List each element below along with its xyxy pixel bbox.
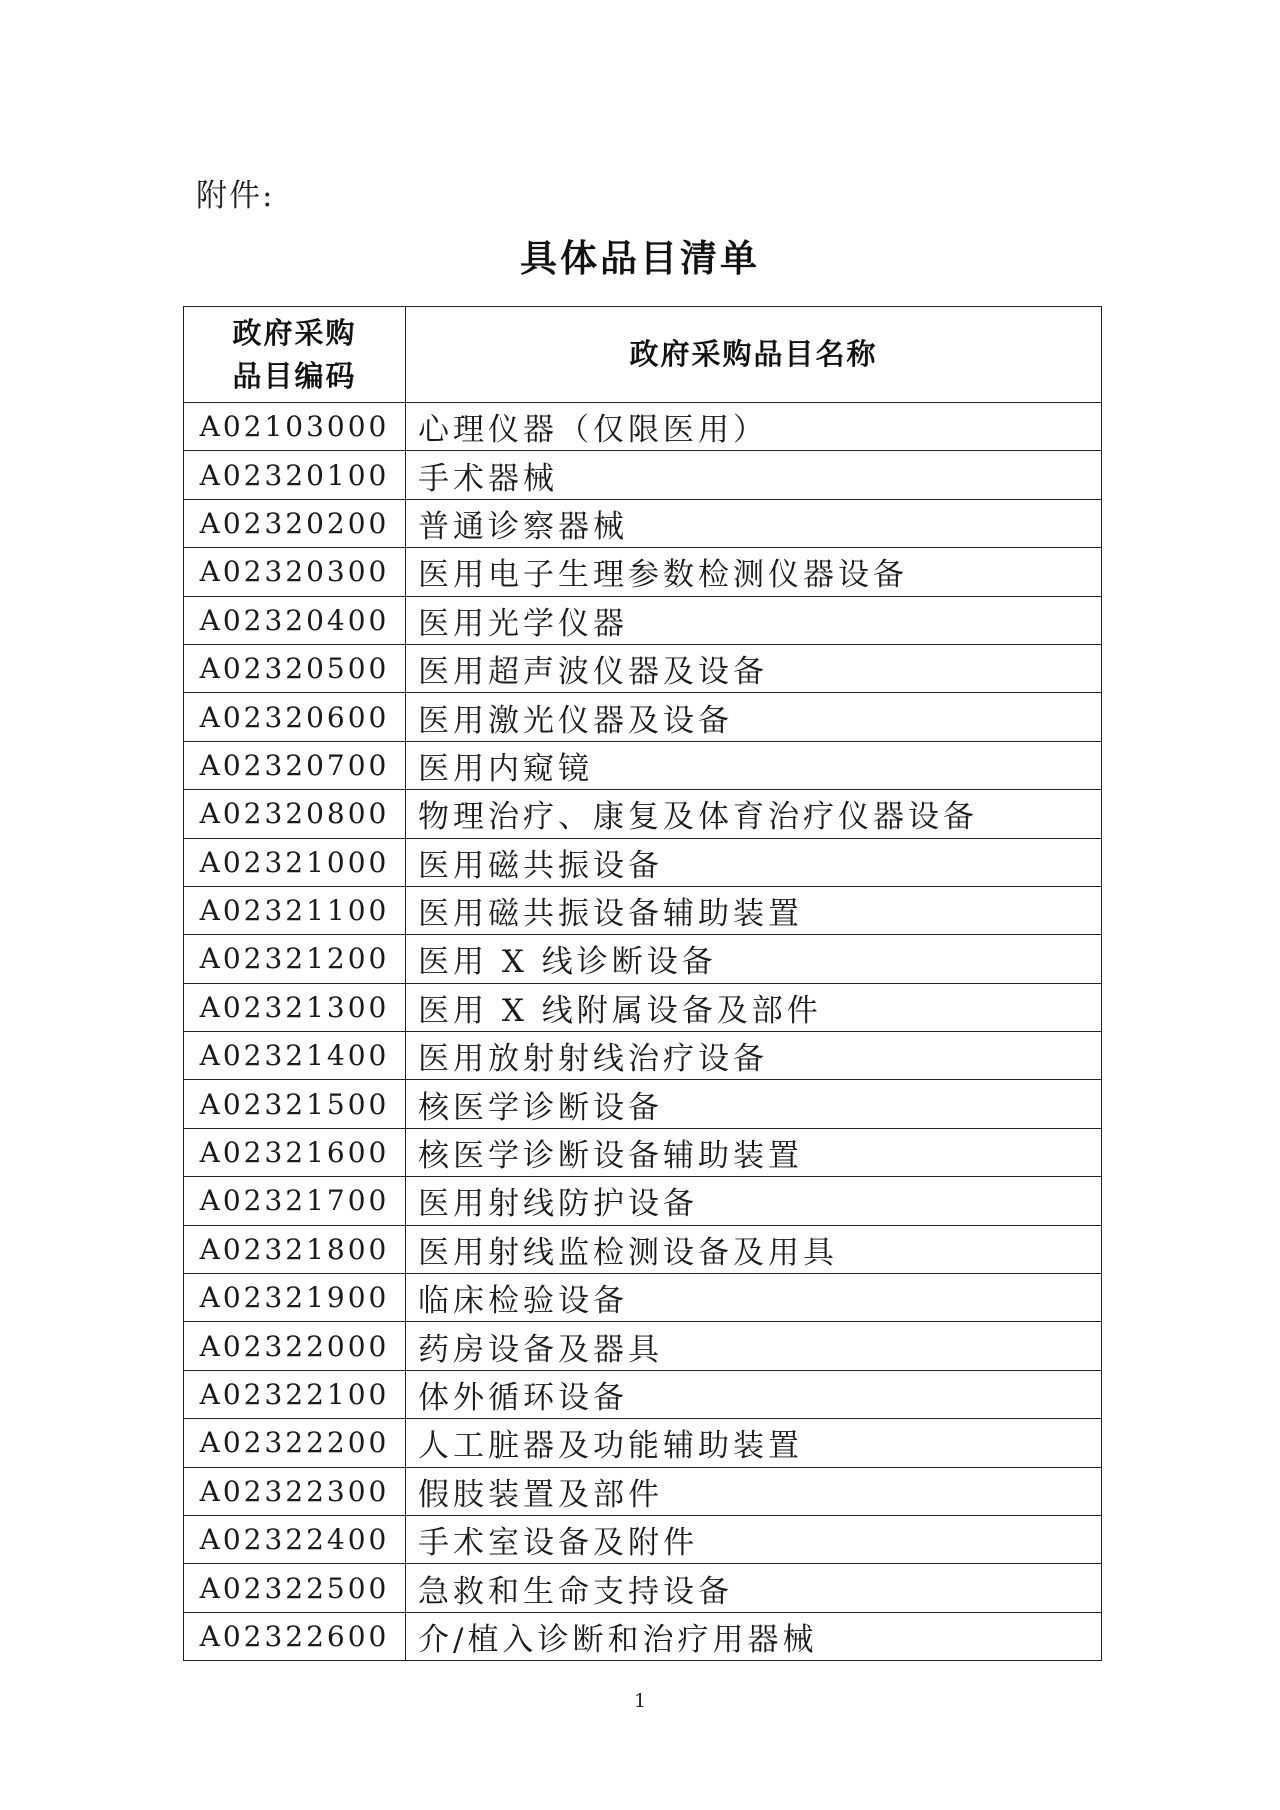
table-row xyxy=(184,1515,1102,1563)
table-row xyxy=(184,935,1102,983)
catalog-table xyxy=(183,306,1102,1661)
table-row xyxy=(184,1322,1102,1370)
item-name-cell: 人工脏器及功能辅助装置 xyxy=(406,1419,1102,1467)
item-name-cell: 医用电子生理参数检测仪器设备 xyxy=(406,548,1102,596)
item-name-cell: 介/植入诊断和治疗用器械 xyxy=(406,1612,1102,1660)
table-row xyxy=(184,886,1102,934)
table-row xyxy=(184,1564,1102,1612)
item-code-cell: A02322300 xyxy=(184,1467,406,1515)
item-code-cell: A02321400 xyxy=(184,1032,406,1080)
name-column-header: 政府采购品目名称 xyxy=(406,307,1102,403)
item-code-cell: A02103000 xyxy=(184,403,406,451)
table-row xyxy=(184,1467,1102,1515)
item-name-cell: 医用内窥镜 xyxy=(406,741,1102,789)
item-name-cell: 医用超声波仪器及设备 xyxy=(406,644,1102,692)
table-row xyxy=(184,1225,1102,1273)
table-row xyxy=(184,1274,1102,1322)
item-name-cell: 医用激光仪器及设备 xyxy=(406,693,1102,741)
table-row xyxy=(184,1032,1102,1080)
item-code-cell: A02321800 xyxy=(184,1225,406,1273)
attachment-label: 附件: xyxy=(196,178,275,214)
table-row xyxy=(184,1080,1102,1128)
item-code-cell: A02322200 xyxy=(184,1419,406,1467)
item-code-cell: A02322100 xyxy=(184,1370,406,1418)
item-name-cell: 药房设备及器具 xyxy=(406,1322,1102,1370)
table-row xyxy=(184,1419,1102,1467)
table-row xyxy=(184,693,1102,741)
item-code-cell: A02320800 xyxy=(184,790,406,838)
table-row xyxy=(184,741,1102,789)
item-code-cell: A02322500 xyxy=(184,1564,406,1612)
code-header-line2: 品目编码 xyxy=(232,358,357,393)
item-name-cell: 医用光学仪器 xyxy=(406,596,1102,644)
item-name-cell: 医用射线防护设备 xyxy=(406,1177,1102,1225)
item-name-cell: 医用射线监检测设备及用具 xyxy=(406,1225,1102,1273)
table-row xyxy=(184,790,1102,838)
item-code-cell: A02322600 xyxy=(184,1612,406,1660)
item-name-cell: 核医学诊断设备 xyxy=(406,1080,1102,1128)
item-code-cell: A02321600 xyxy=(184,1128,406,1176)
item-code-cell: A02320500 xyxy=(184,644,406,692)
table-row xyxy=(184,644,1102,692)
item-name-cell: 心理仪器（仅限医用） xyxy=(406,403,1102,451)
item-code-cell: A02321200 xyxy=(184,935,406,983)
item-code-cell: A02321300 xyxy=(184,983,406,1031)
table-row xyxy=(184,1128,1102,1176)
table-row xyxy=(184,451,1102,499)
table-row xyxy=(184,548,1102,596)
item-name-cell: 医用 X 线附属设备及部件 xyxy=(406,983,1102,1031)
table-row xyxy=(184,596,1102,644)
item-code-cell: A02321100 xyxy=(184,886,406,934)
item-code-cell: A02320100 xyxy=(184,451,406,499)
table-row xyxy=(184,838,1102,886)
item-name-cell: 临床检验设备 xyxy=(406,1274,1102,1322)
table-body xyxy=(184,403,1102,1661)
item-code-cell: A02321700 xyxy=(184,1177,406,1225)
item-name-cell: 核医学诊断设备辅助装置 xyxy=(406,1128,1102,1176)
item-code-cell: A02321000 xyxy=(184,838,406,886)
table-header-row xyxy=(184,307,1102,403)
item-name-cell: 体外循环设备 xyxy=(406,1370,1102,1418)
item-name-cell: 普通诊察器械 xyxy=(406,499,1102,547)
document-title: 具体品目清单 xyxy=(520,237,760,280)
table-row xyxy=(184,1177,1102,1225)
item-code-cell: A02320200 xyxy=(184,499,406,547)
table-row xyxy=(184,1370,1102,1418)
item-name-cell: 手术器械 xyxy=(406,451,1102,499)
code-column-header xyxy=(184,307,406,403)
item-code-cell: A02322000 xyxy=(184,1322,406,1370)
item-name-cell: 医用磁共振设备辅助装置 xyxy=(406,886,1102,934)
table-row xyxy=(184,499,1102,547)
item-code-cell: A02322400 xyxy=(184,1515,406,1563)
table-row xyxy=(184,983,1102,1031)
item-name-cell: 医用磁共振设备 xyxy=(406,838,1102,886)
code-header-line1: 政府采购 xyxy=(232,315,357,350)
item-code-cell: A02320400 xyxy=(184,596,406,644)
item-code-cell: A02320300 xyxy=(184,548,406,596)
item-name-cell: 手术室设备及附件 xyxy=(406,1515,1102,1563)
table-row xyxy=(184,1612,1102,1660)
table-row xyxy=(184,403,1102,451)
item-code-cell: A02320700 xyxy=(184,741,406,789)
page-number: 1 xyxy=(633,1690,647,1712)
item-name-cell: 假肢装置及部件 xyxy=(406,1467,1102,1515)
item-name-cell: 医用 X 线诊断设备 xyxy=(406,935,1102,983)
item-name-cell: 急救和生命支持设备 xyxy=(406,1564,1102,1612)
item-name-cell: 物理治疗、康复及体育治疗仪器设备 xyxy=(406,790,1102,838)
item-code-cell: A02321900 xyxy=(184,1274,406,1322)
item-code-cell: A02320600 xyxy=(184,693,406,741)
item-name-cell: 医用放射射线治疗设备 xyxy=(406,1032,1102,1080)
item-code-cell: A02321500 xyxy=(184,1080,406,1128)
